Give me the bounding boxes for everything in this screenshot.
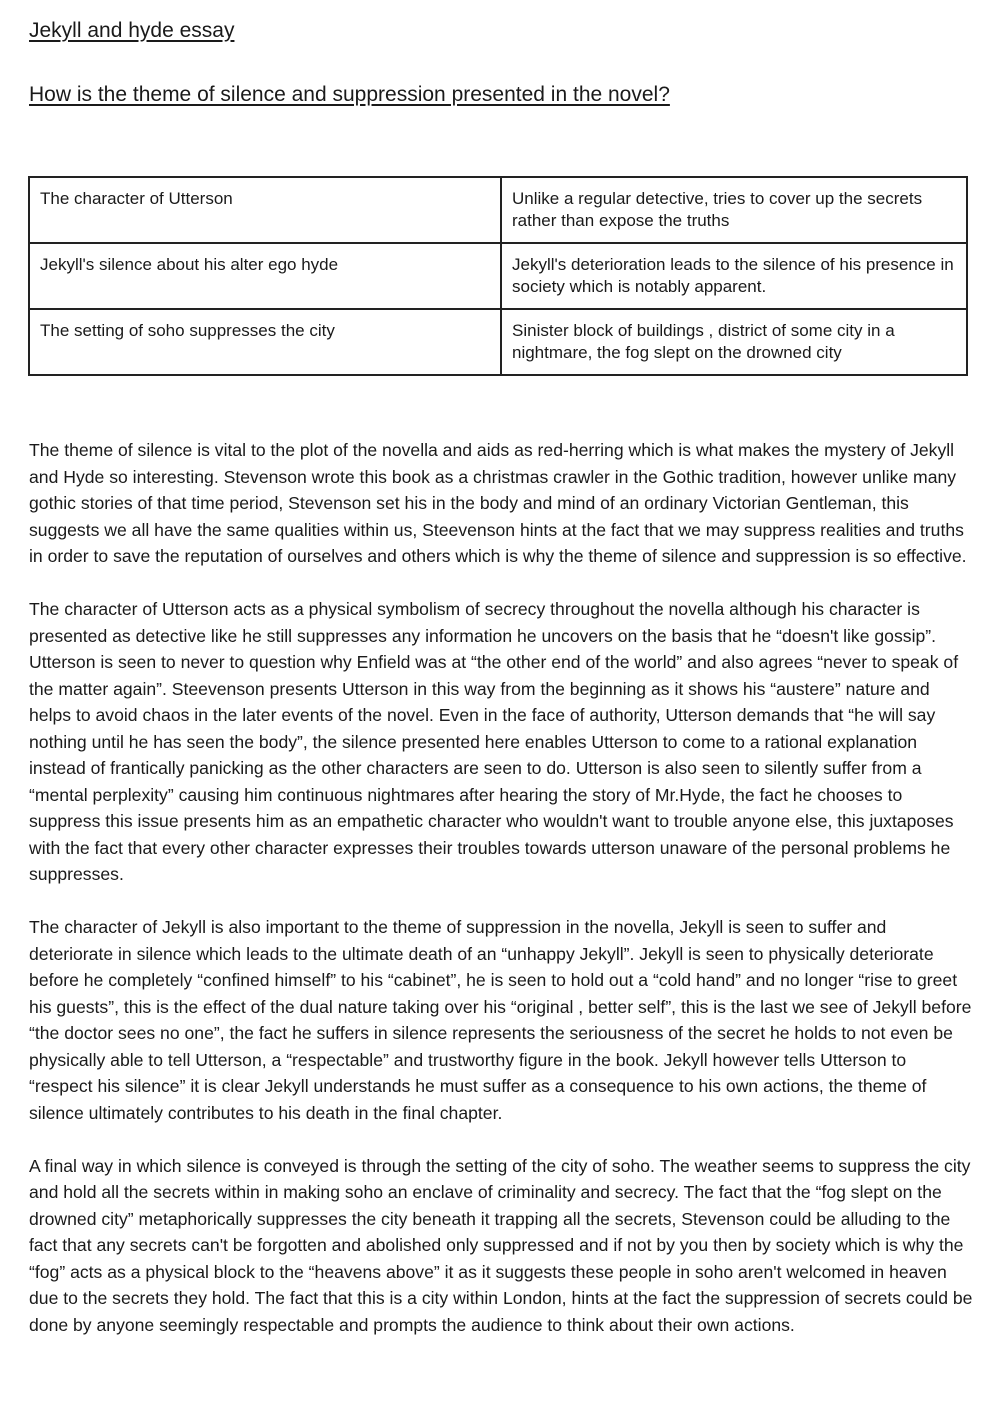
table-cell-point: The character of Utterson: [29, 177, 501, 243]
table-cell-evidence: Unlike a regular detective, tries to cover up the secrets rather than expose the truths: [501, 177, 967, 243]
document-title: Jekyll and hyde essay: [29, 19, 235, 42]
table-row: [29, 177, 967, 243]
table-row: [29, 243, 967, 309]
essay-body: [29, 437, 974, 1365]
essay-paragraph-jekyll: The character of Jekyll is also important to the theme of suppression in the novella, Jekyll is seen to suffer and deteriorate in silence which leads to the ultimate death of an “unhappy Jekyll”. Jekyll is seen to physically deteriorate before he completely “confined himself” to his “cabinet”, he is seen to hold out a “cold hand” and no longer “rise to greet his guests”, this is the effect of the dual nature taking over his “original , better self”, this is the last we see of Jekyll before “the doctor sees no one”, the fact he suffers in silence represents the seriousness of the secret he holds to not even be physically able to tell Utterson, a “respectable” and trustworthy figure in the book. Jekyll however tells Utterson to “respect his silence” it is clear Jekyll understands he must suffer as a consequence to his own actions, the theme of silence ultimately contributes to his death in the final chapter.: [29, 917, 972, 1123]
essay-paragraph-setting: A final way in which silence is conveyed is through the setting of the city of soho. The weather seems to suppress the city and hold all the secrets within in making soho an enclave of criminality and secrecy. The fact that the “fog slept on the drowned city” metaphorically suppresses the city beneath it trapping all the secrets, Stevenson could be alluding to the fact that any secrets can't be forgotten and abolished only suppressed and if not by you then by society which is why the “fog” acts as a physical block to the “heavens above” it as it suggests these people in soho aren't welcomed in heaven due to the secrets they hold. The fact that this is a city within London, hints at the fact the suppression of secrets could be done by anyone seemingly respectable and prompts the audience to think about their own actions.: [29, 1155, 973, 1335]
summary-table: [28, 176, 968, 376]
essay-paragraph-utterson: The character of Utterson acts as a physical symbolism of secrecy throughout the novella although his character is presented as detective like he still suppresses any information he uncovers on the basis that he “doesn't like gossip”. Utterson is seen to never to question why Enfield was at “the other end of the world” and also agrees “never to speak of the matter again”. Steevenson presents Utterson in this way from the beginning as it shows his “austere” nature and helps to avoid chaos in the later events of the novel. Even in the face of authority, Utterson demands that “he will say nothing until he has seen the body”, the silence presented here enables Utterson to come to a rational explanation instead of frantically panicking as the other characters are seen to do. Utterson is also seen to silently suffer from a “mental perplexity” causing him continuous nightmares after hearing the story of Mr.Hyde, the fact he chooses to suppress this issue presents him as an empathetic character who wouldn't want to trouble anyone else, this juxtaposes with the fact that every other character expresses their troubles towards utterson unaware of the personal problems he suppresses.: [29, 599, 959, 884]
table-cell-evidence: Sinister block of buildings , district of some city in a nightmare, the fog slept on the drowned city: [501, 309, 967, 375]
essay-paragraph-intro: The theme of silence is vital to the plot of the novella and aids as red-herring which is what makes the mystery of Jekyll and Hyde so interesting. Stevenson wrote this book as a christmas crawler in the Gothic tradition, however unlike many gothic stories of that time period, Stevenson set his in the body and mind of an ordinary Victorian Gentleman, this suggests we all have the same qualities within us, Steevenson hints at the fact that we may suppress realities and truths in order to save the reputation of ourselves and others which is why the theme of silence and suppression is so effective.: [29, 440, 967, 566]
table-cell-point: Jekyll's silence about his alter ego hyde: [29, 243, 501, 309]
table-row: [29, 309, 967, 375]
table-cell-evidence: Jekyll's deterioration leads to the silence of his presence in society which is notably apparent.: [501, 243, 967, 309]
essay-question: How is the theme of silence and suppression presented in the novel?: [29, 83, 670, 106]
table-cell-point: The setting of soho suppresses the city: [29, 309, 501, 375]
